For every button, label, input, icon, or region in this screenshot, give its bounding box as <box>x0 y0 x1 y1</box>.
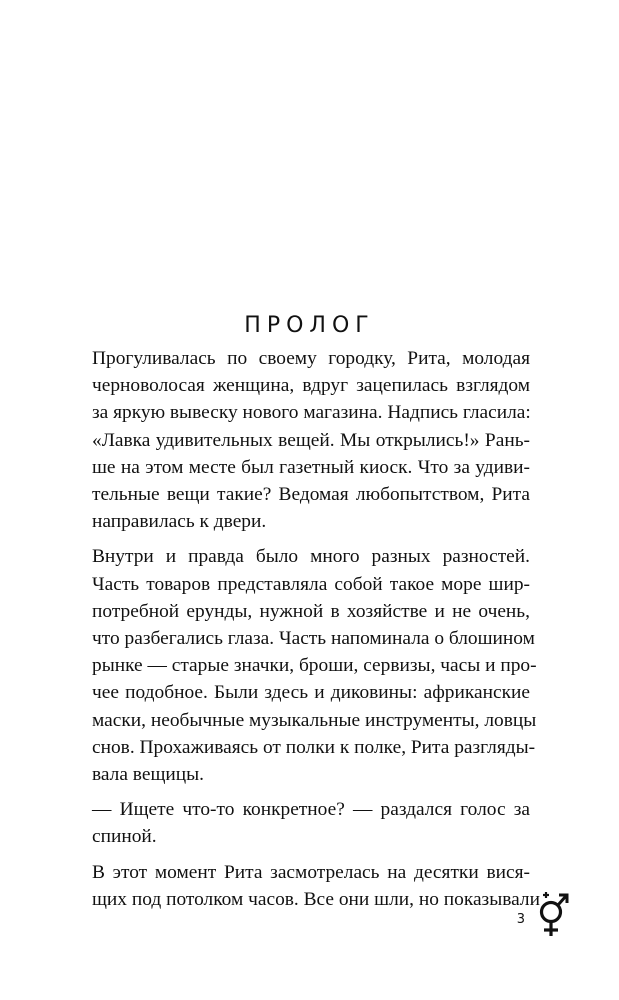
text-line: снов. Прохаживаясь от полки к полке, Рита разгляды- <box>92 736 536 758</box>
text-line: Часть товаров представляла собой такое море шир- <box>92 573 530 595</box>
text-line: потребной ерунды, нужной в хозяйстве и не очень, <box>92 600 530 622</box>
text-line: что разбегались глаза. Часть напоминала о блошином <box>92 628 535 650</box>
page-footer <box>517 890 571 940</box>
paragraph-3 <box>92 796 530 850</box>
paragraph-2 <box>92 543 537 788</box>
page-number: 3 <box>516 911 525 927</box>
text-line: рынке — старые значки, броши, сервизы, часы и про- <box>92 655 537 677</box>
text-line: Прогуливалась по своему городку, Рита, молодая <box>92 348 530 369</box>
gender-symbol-icon <box>535 890 571 940</box>
text-line: маски, необычные музыкальные инструменты, ловцы <box>92 709 537 731</box>
paragraph-4 <box>92 859 540 913</box>
text-line: «Лавка удивительных вещей. Мы открылись!» Рань- <box>92 429 530 451</box>
paragraph-1 <box>92 345 530 535</box>
text-line: черноволосая женщина, вдруг зацепилась взглядом <box>92 375 530 397</box>
text-line: чее подобное. Были здесь и диковины: африканские <box>92 682 530 704</box>
text-line: направилась к двери. <box>92 511 267 533</box>
text-line: Внутри и правда было много разных разностей. <box>92 546 530 568</box>
text-line: за яркую вывеску нового магазина. Надпись гласила: <box>92 402 531 424</box>
text-line: вала вещицы. <box>92 764 205 786</box>
text-line: — Ищете что-то конкретное? — раздался голос за <box>92 799 530 821</box>
text-line: тельные вещи такие? Ведомая любопытством, Рита <box>92 484 530 506</box>
text-line: спиной. <box>92 826 157 848</box>
text-line: В этот момент Рита засмотрелась на десятки вися- <box>92 861 530 883</box>
body-text <box>92 345 540 921</box>
text-line: щих под потолком часов. Все они шли, но показывали <box>92 888 540 910</box>
text-line: ше на этом месте был газетный киоск. Что за удиви- <box>92 456 530 478</box>
chapter-title: ПРОЛОГ <box>244 313 375 338</box>
